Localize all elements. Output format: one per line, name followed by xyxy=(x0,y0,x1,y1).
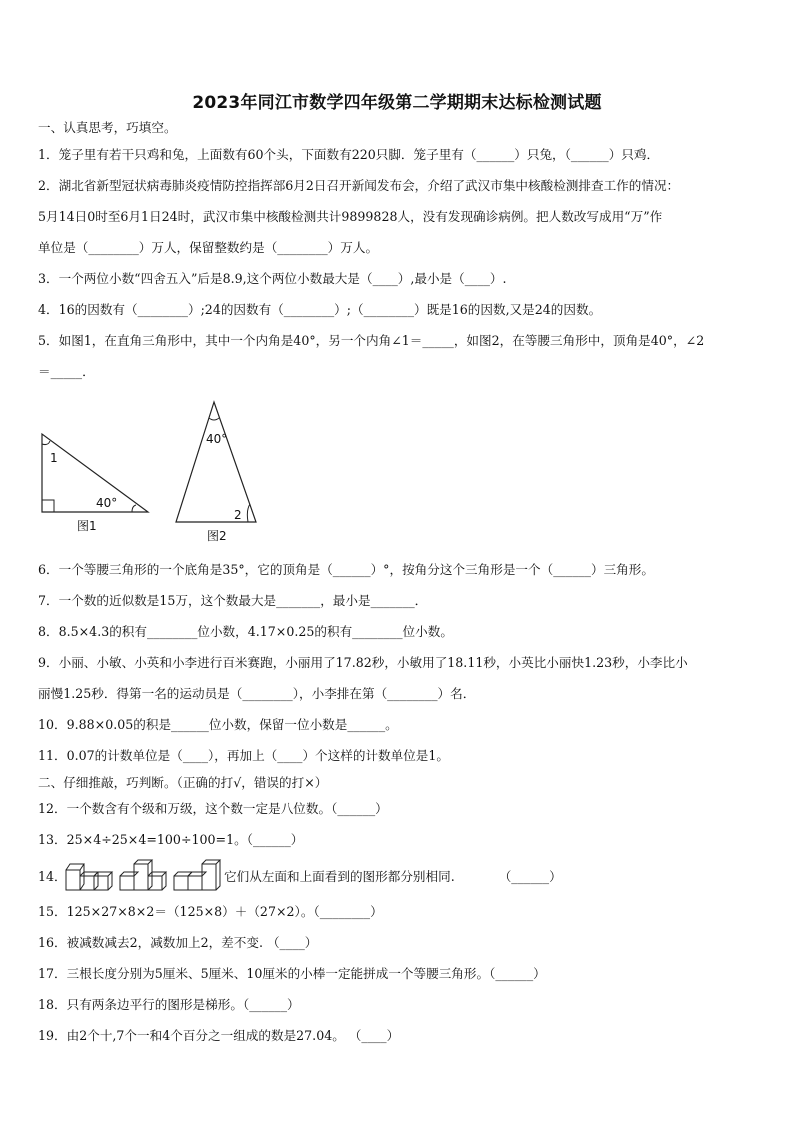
question-10: 10．9.88×0.05的积是______位小数，保留一位小数是______。 xyxy=(38,717,398,732)
question-2-line-3: 单位是（________）万人，保留整数约是（________）万人。 xyxy=(38,240,379,255)
figure-2-isosceles-triangle xyxy=(170,398,266,526)
figure-2-angle-marker: 2 xyxy=(234,508,242,522)
page-title: 2023年同江市数学四年级第二学期期末达标检测试题 xyxy=(192,93,602,113)
question-1: 1．笼子里有若干只鸡和兔，上面数有60个头，下面数有220只脚．笼子里有（______）只兔，（______）只鸡． xyxy=(38,147,660,162)
question-17: 17．三根长度分别为5厘米、5厘米、10厘米的小棒一定能拼成一个等腰三角形。（______） xyxy=(38,966,546,981)
question-15: 15．125×27×8×2＝（125×8）＋（27×2）。（________） xyxy=(38,904,383,919)
question-8: 8．8.5×4.3的积有________位小数，4.17×0.25的积有________位小数。 xyxy=(38,624,453,639)
question-11: 11．0.07的计数单位是（____），再加上（____）个这样的计数单位是1。 xyxy=(38,748,449,763)
question-16: 16．被减数减去2，减数加上2，差不变. （____） xyxy=(38,935,318,950)
question-5-line-2: ＝_____． xyxy=(38,364,95,379)
figure-1-angle-label: 40° xyxy=(96,496,118,510)
question-7: 7．一个数的近似数是15万，这个数最大是_______，最小是_______． xyxy=(38,593,428,608)
figure-1-angle-marker: 1 xyxy=(50,451,58,465)
section-heading-2: 二、仔细推敲，巧判断。（正确的打√，错误的打×） xyxy=(38,775,328,790)
question-2-line-2: 5月14日0时至6月1日24时，武汉市集中核酸检测共计9899828人，没有发现确诊病例。把人数改写成用“万”作 xyxy=(38,209,663,224)
question-3: 3．一个两位小数“四舍五入”后是8.9,这个两位小数最大是（____）,最小是（____）. xyxy=(38,271,507,286)
question-2-line-1: 2．湖北省新型冠状病毒肺炎疫情防控指挥部6月2日召开新闻发布会，介绍了武汉市集中核酸检测排查工作的情况： xyxy=(38,178,680,193)
question-12: 12．一个数含有个级和万级，这个数一定是八位数。（______） xyxy=(38,801,388,816)
question-9-line-2: 丽慢1.25秒．得第一名的运动员是（________），小李排在第（________）名． xyxy=(38,686,476,701)
figure-2-caption: 图2 xyxy=(207,529,227,543)
question-14-statement: 它们从左面和上面看到的图形都分别相同. xyxy=(224,869,455,884)
question-4: 4．16的因数有（________）;24的因数有（________）;（________）既是16的因数,又是24的因数。 xyxy=(38,302,602,317)
question-6: 6．一个等腰三角形的一个底角是35°，它的顶角是（______）°，按角分这个三角形是一个（______）三角形。 xyxy=(38,562,654,577)
question-9-line-1: 9．小丽、小敏、小英和小李进行百米赛跑，小丽用了17.82秒，小敏用了18.11秒，小英比小丽快1.23秒，小李比小 xyxy=(38,655,688,670)
cube-figures-icon xyxy=(64,858,224,894)
question-19: 19．由2个十,7个一和4个百分之一组成的数是27.04。 （____） xyxy=(38,1028,400,1043)
question-14-number: 14． xyxy=(38,869,67,884)
question-14-blank: （______） xyxy=(498,869,562,884)
figure-2-angle-label: 40° xyxy=(206,432,228,446)
question-13: 13．25×4÷25×4=100÷100=1。（______） xyxy=(38,832,304,847)
question-18: 18．只有两条边平行的图形是梯形。（______） xyxy=(38,997,300,1012)
section-heading-1: 一、认真思考，巧填空。 xyxy=(38,120,177,135)
figure-1-caption: 图1 xyxy=(77,519,97,533)
question-5-line-1: 5．如图1，在直角三角形中，其中一个内角是40°，另一个内角∠1＝_____，如图2，在等腰三角形中，顶角是40°，∠2 xyxy=(38,333,705,348)
question-14-text xyxy=(224,868,744,886)
